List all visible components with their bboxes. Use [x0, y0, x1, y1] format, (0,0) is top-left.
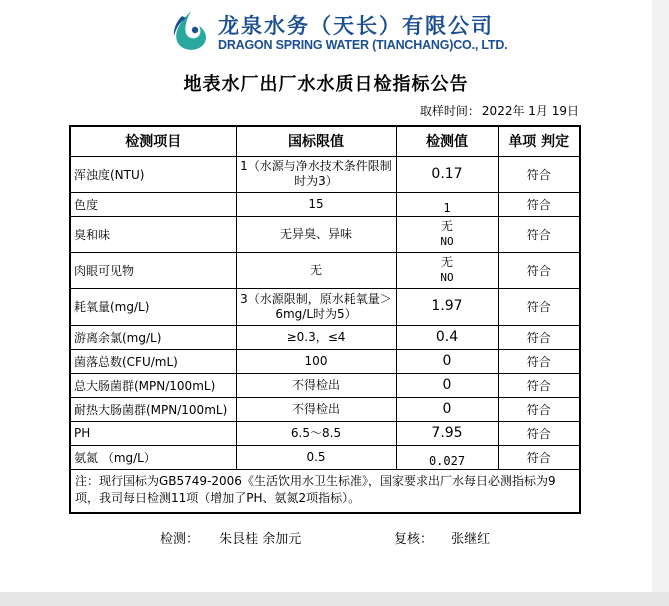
table-row	[70, 445, 580, 469]
standard-limit: 100	[236, 349, 396, 373]
judgement: 符合	[498, 252, 580, 288]
test-value-main: 无	[440, 219, 453, 233]
judgement: 符合	[498, 288, 580, 325]
test-value-sub: NO	[440, 271, 454, 284]
judgement: 符合	[498, 421, 580, 445]
water-quality-table	[69, 125, 581, 514]
test-item: 浑浊度(NTU)	[70, 156, 236, 192]
standard-limit: 3（水源限制，原水耗氧量＞6mg/L时为5）	[236, 288, 396, 325]
test-value: 7.95	[396, 421, 498, 445]
table-row	[70, 421, 580, 445]
standard-limit: 不得检出	[236, 373, 396, 397]
judgement: 符合	[498, 192, 580, 216]
judgement: 符合	[498, 349, 580, 373]
standard-limit: 1（水源与净水技术条件限制时为3）	[236, 156, 396, 192]
test-item: 耐热大肠菌群(MPN/100mL)	[70, 397, 236, 421]
judgement: 符合	[498, 216, 580, 252]
header-test-value: 检测值	[396, 126, 498, 156]
test-item: 菌落总数(CFU/mL)	[70, 349, 236, 373]
test-value-sub: NO	[440, 235, 454, 248]
reviewer-name: 张继红	[451, 532, 491, 547]
test-item: 臭和味	[70, 216, 236, 252]
table-row	[70, 325, 580, 349]
test-value: 0.027	[396, 445, 498, 469]
standard-limit: ≥0.3，≤4	[236, 325, 396, 349]
test-item: 总大肠菌群(MPN/100mL)	[70, 373, 236, 397]
test-value: 1	[396, 192, 498, 216]
table-row	[70, 397, 580, 421]
reviewer-signature	[394, 528, 490, 547]
judgement: 符合	[498, 397, 580, 421]
viewer-right-margin	[652, 0, 669, 606]
water-drop-logo-icon	[168, 8, 214, 54]
test-item: 游离余氯(mg/L)	[70, 325, 236, 349]
document-title: 地表水厂出厂水水质日检指标公告	[183, 74, 469, 95]
test-item: 耗氧量(mg/L)	[70, 288, 236, 325]
test-value-main: 无	[440, 255, 453, 269]
company-name-cn: 龙泉水务（天长）有限公司	[218, 13, 494, 38]
test-item: PH	[70, 421, 236, 445]
table-row	[70, 156, 580, 192]
table-row	[70, 349, 580, 373]
standard-limit: 不得检出	[236, 397, 396, 421]
judgement: 符合	[498, 156, 580, 192]
test-value: 0	[396, 397, 498, 421]
test-item: 氨氮 （mg/L）	[70, 445, 236, 469]
table-row	[70, 216, 580, 252]
sampling-time	[418, 102, 579, 119]
test-value: 0	[396, 349, 498, 373]
table-row	[70, 288, 580, 325]
company-logo	[168, 8, 508, 56]
judgement: 符合	[498, 445, 580, 469]
test-item: 色度	[70, 192, 236, 216]
table-row	[70, 373, 580, 397]
test-value: 0.17	[396, 156, 498, 192]
test-value: 0.4	[396, 325, 498, 349]
table-row	[70, 192, 580, 216]
test-value: 1.97	[396, 288, 498, 325]
table-row	[70, 252, 580, 288]
standard-limit: 0.5	[236, 445, 396, 469]
sampling-date: 2022年 1月 19日	[481, 104, 579, 118]
judgement: 符合	[498, 373, 580, 397]
sampling-time-label: 取样时间：	[419, 104, 480, 118]
header-test-item: 检测项目	[70, 126, 236, 156]
standard-limit: 15	[236, 192, 396, 216]
reviewer-label: 复核：	[394, 532, 434, 547]
test-value	[396, 252, 498, 288]
table-note: 注：现行国标为GB5749-2006《生活饮用水卫生标准》，国家要求出厂水每日必测指标为9项，我司每日检测11项（增加了PH、氨氮2项指标）。	[70, 469, 580, 513]
header-standard-limit: 国标限值	[236, 126, 396, 156]
test-value: 0	[396, 373, 498, 397]
test-value	[396, 216, 498, 252]
table-note-row	[70, 469, 580, 513]
standard-limit: 无异臭、异味	[236, 216, 396, 252]
viewer-bottom-margin	[0, 592, 669, 606]
header-judgement: 单项 判定	[498, 126, 580, 156]
test-item: 肉眼可见物	[70, 252, 236, 288]
inspector-label: 检测：	[160, 532, 200, 547]
company-name-en: DRAGON SPRING WATER (TIANCHANG)CO., LTD.	[218, 38, 508, 52]
standard-limit: 无	[236, 252, 396, 288]
standard-limit: 6.5～8.5	[236, 421, 396, 445]
inspector-signature	[160, 528, 301, 547]
table-header-row	[70, 126, 580, 156]
inspector-names: 朱艮桂 余加元	[219, 532, 302, 547]
judgement: 符合	[498, 325, 580, 349]
